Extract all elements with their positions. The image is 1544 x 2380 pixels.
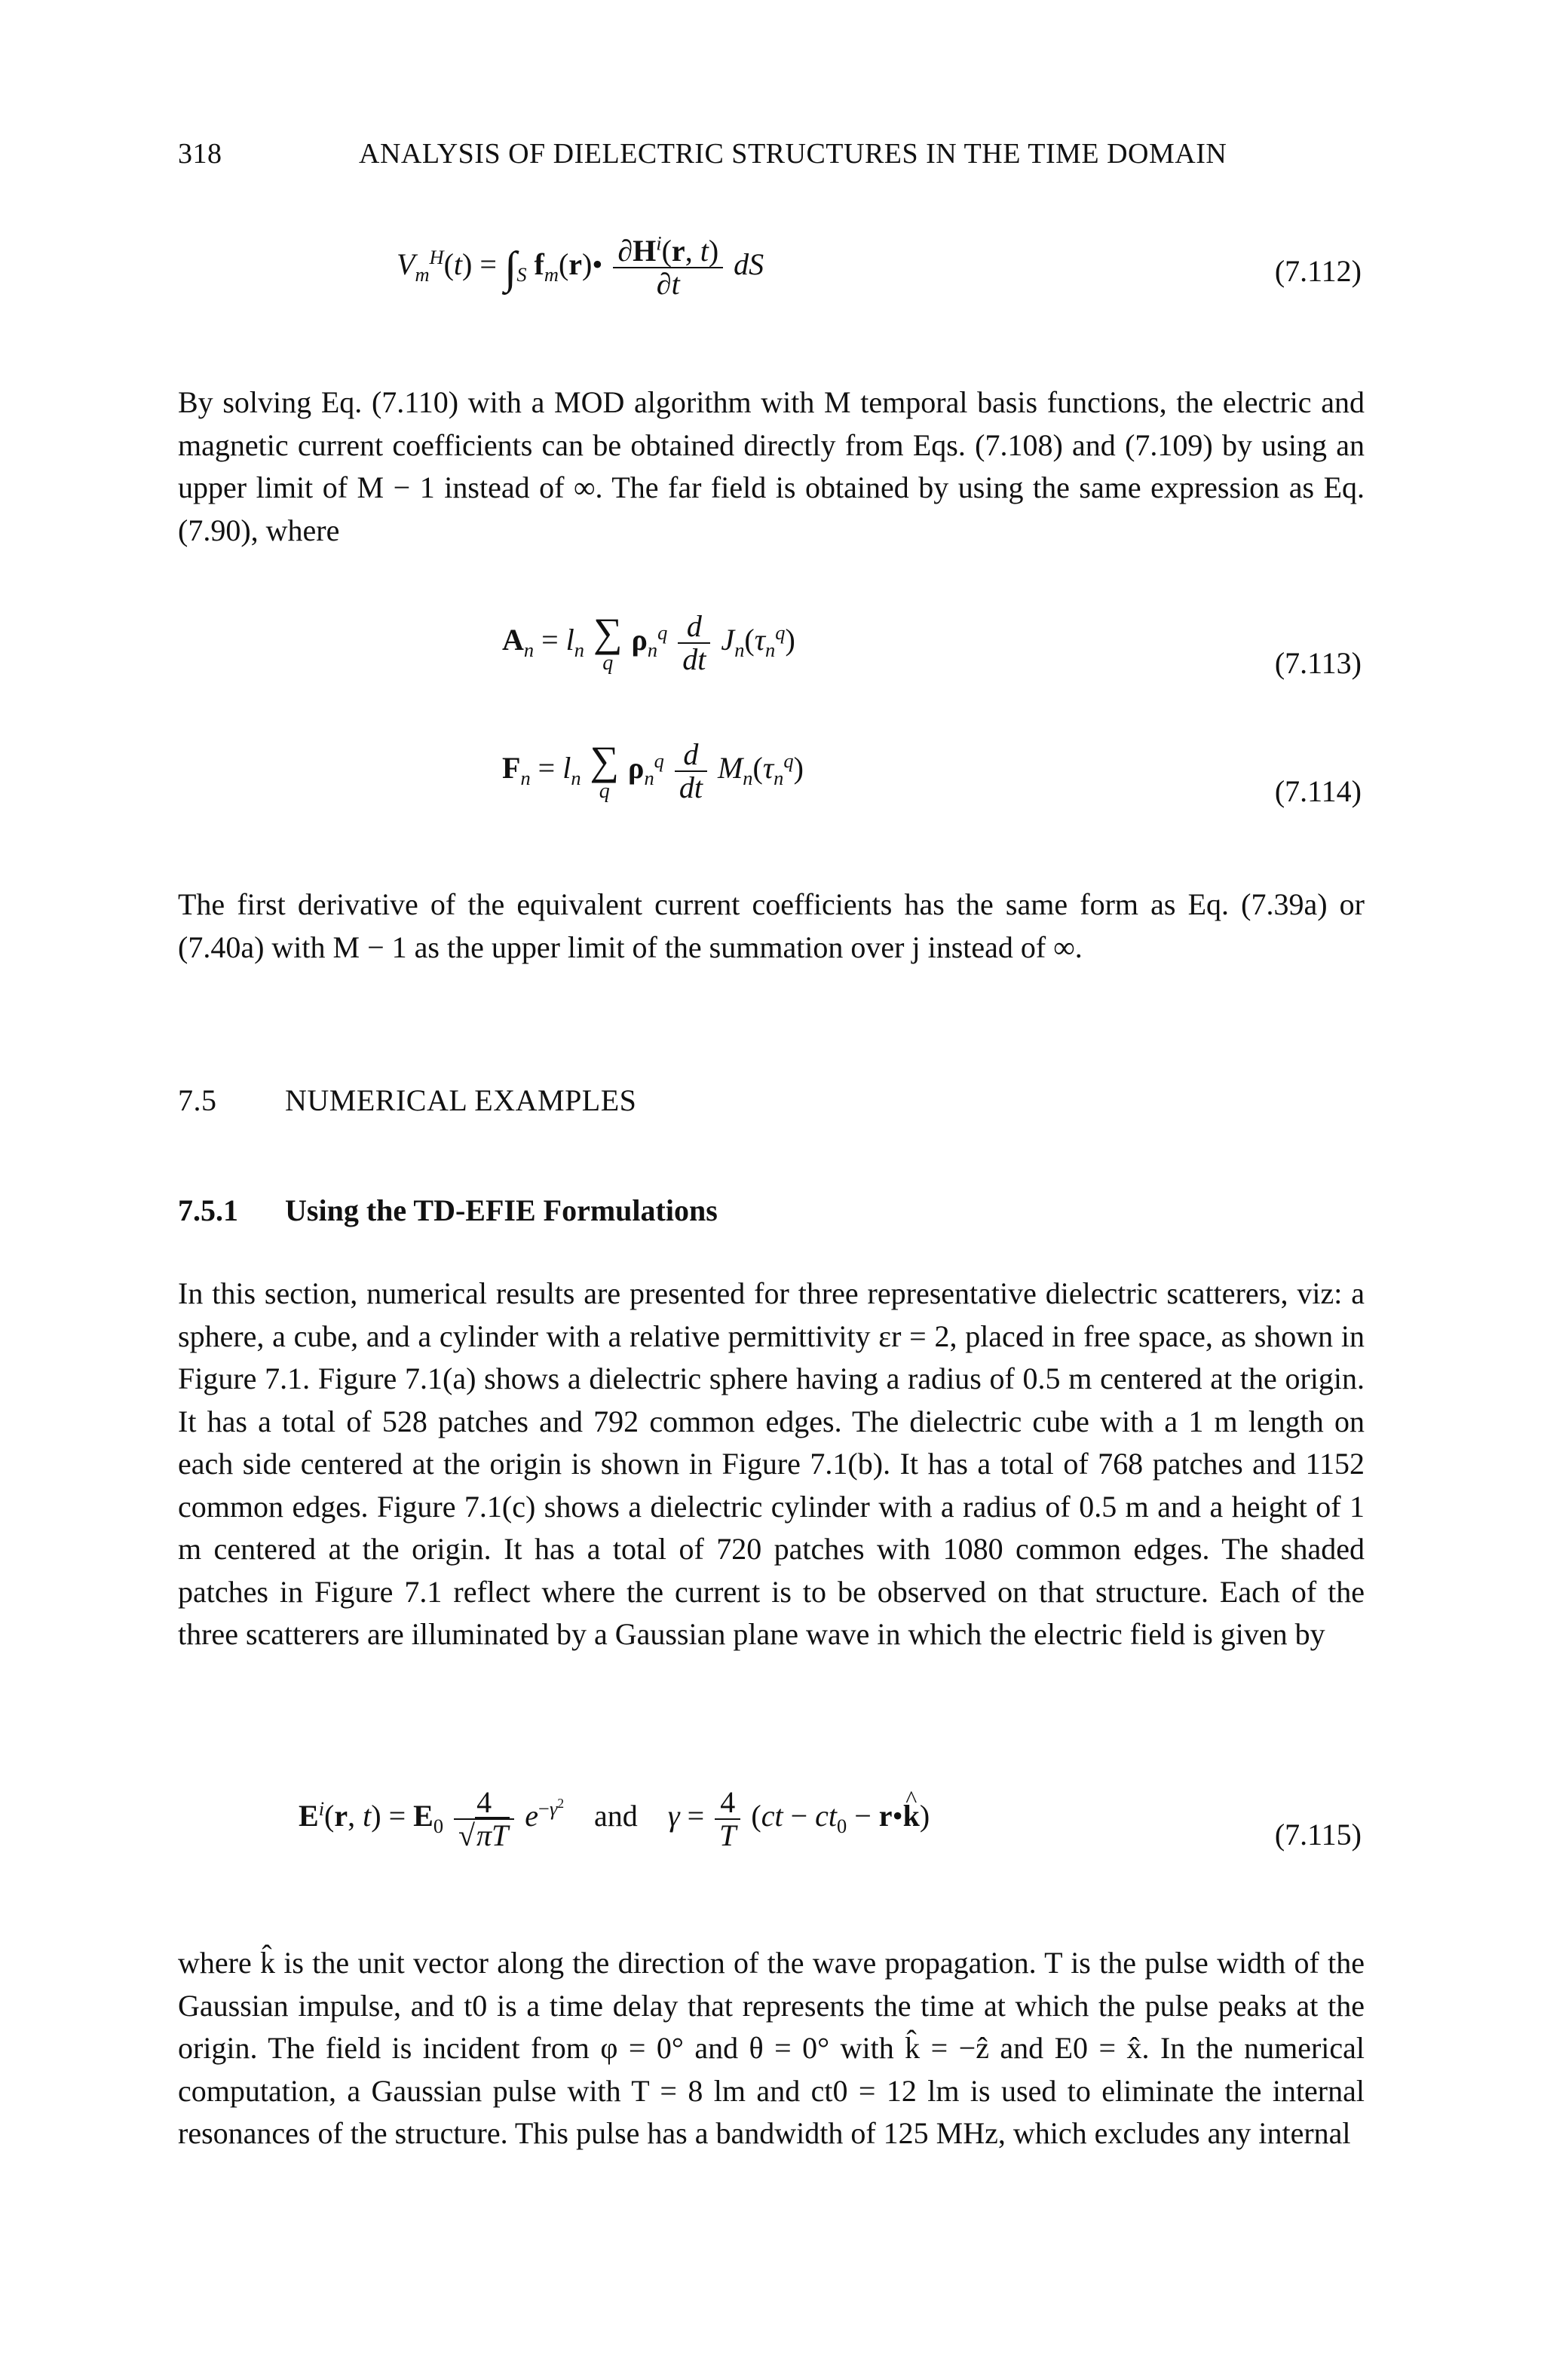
running-title: ANALYSIS OF DIELECTRIC STRUCTURES IN THE TIME DOMAIN <box>359 138 1227 170</box>
subsection-heading <box>178 1193 718 1228</box>
equation-7-114-number: (7.114) <box>1274 774 1362 808</box>
section-title: NUMERICAL EXAMPLES <box>285 1083 637 1117</box>
section-heading <box>178 1083 636 1118</box>
paragraph-numerical-results: In this section, numerical results are presented for three representative dielectric scatterers, viz: a sphere, a cube, and a cylinder with a relative permittivity εr = 2, placed in free space, as shown in Figure 7.1. Figure 7.1(a) shows a dielectric sphere having a radius of 0.5 m centered at the origin. It has a total of 528 patches and 792 common edges. The dielectric cube with a 1 m length on each side centered at the origin is shown in Figure 7.1(b). It has a total of 768 patches and 1152 common edges. Figure 7.1(c) shows a dielectric cylinder with a radius of 0.5 m and a height of 1 m centered at the origin. It has a total of 720 patches with 1080 common edges. The shaded patches in Figure 7.1 reflect where the current is to be observed on that structure. Each of the three scatterers are illuminated by a Gaussian plane wave in which the electric field is given by <box>178 1276 1365 1651</box>
equation-7-115-expression: $E^i(r$, $t) = E_0$ $\frac{4}{√\pi T}$ $e^{-\gamma^2}$ and γ = $\frac{4}{T}$ ($ct - ct_0$ − r•^ k) <box>299 1787 930 1852</box>
equation-7-114 <box>178 731 1365 844</box>
equation-7-112 <box>178 220 1365 333</box>
equation-7-112-number: (7.112) <box>1274 254 1362 288</box>
paragraph-gaussian-pulse: where k̂ is the unit vector along the direction of the wave propagation. T is the pulse width of the Gaussian impulse, and t0 is a time delay that represents the time at which the pulse peaks at the origin. The field is incident from φ = 0° and θ = 0° with k̂ = −ẑ and E0 = x̂. In the numerical computation, a Gaussian pulse with T = 8 lm and ct0 = 12 lm is used to eliminate the internal resonances of the structure. This pulse has a bandwidth of 125 MHz, which excludes any internal <box>178 1946 1365 2150</box>
equation-7-113-number: (7.113) <box>1274 646 1362 680</box>
equation-7-113 <box>178 603 1365 716</box>
paragraph-first-derivative: The first derivative of the equivalent current coefficients has the same form as Eq. (7.39a) or (7.40a) with M − 1 as the upper limit of the summation over j instead of ∞. <box>178 887 1365 964</box>
section-number: 7.5 <box>178 1083 217 1117</box>
equation-7-115-number: (7.115) <box>1274 1818 1362 1852</box>
equation-7-115 <box>178 1779 1365 1892</box>
page-number: 318 <box>178 138 222 170</box>
equation-7-113-expression: $A_n = l_n$ ∑ q $\rho_n^q$ $\frac{d}{dt}$ $J_n(\tau_n^q)$ <box>502 609 795 676</box>
equation-7-114-expression: $F_n = l_n$ ∑ q $\rho_n^q$ $\frac{d}{dt}$ $M_n(\tau_n^q)$ <box>502 737 804 804</box>
paragraph-mod-solution: By solving Eq. (7.110) with a MOD algorithm with M temporal basis functions, the electric and magnetic current coefficients can be obtained directly from Eqs. (7.108) and (7.109) by using an upper limit of M − 1 instead of ∞. The far field is obtained by using the same expression as Eq. (7.90), where <box>178 385 1365 547</box>
subsection-title: Using the TD-EFIE Formulations <box>285 1193 718 1227</box>
subsection-number: 7.5.1 <box>178 1193 238 1227</box>
equation-7-112-expression: $V_m^H(t) = \int_S$ $f_m(r)•$ $\frac{\partial H^i(r, t)}{\partial t}$ dS <box>397 231 764 301</box>
